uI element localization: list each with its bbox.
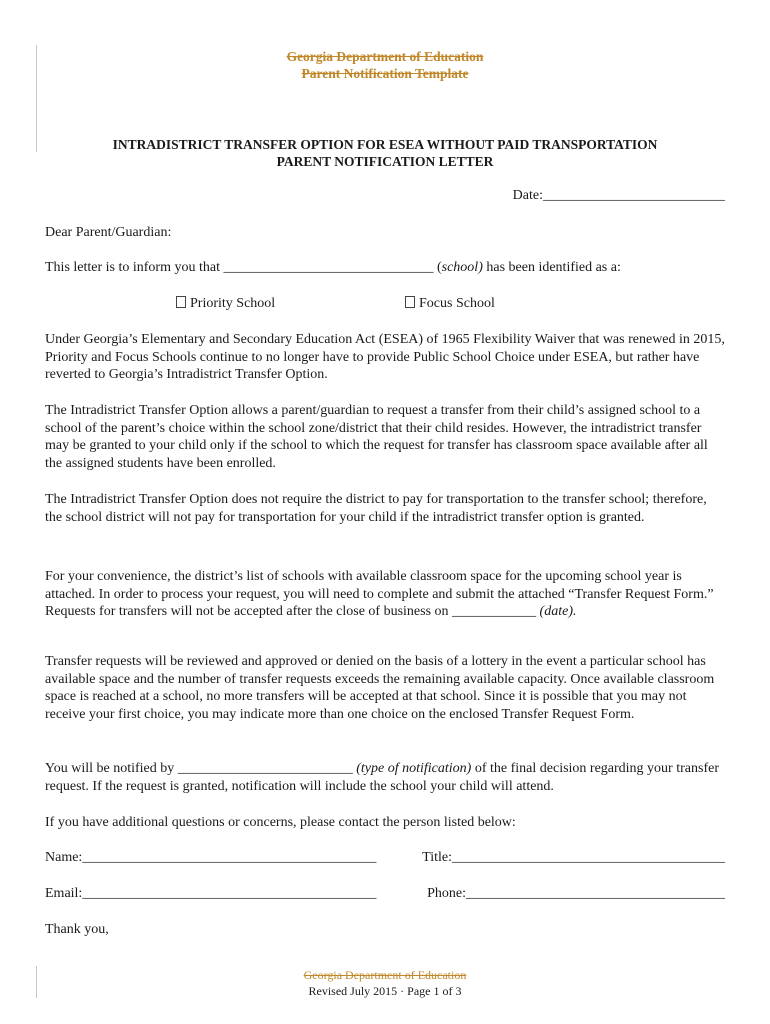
intro-tail: has been identified as a: [482,260,621,275]
closing: Thank you, [45,922,109,937]
date-field: Date:__________________________ [512,188,725,203]
notification-text: You will be notified by _________________________ [45,761,357,776]
name-field: Name:__________________________________________ [45,850,377,865]
paragraph-transportation: The Intradistrict Transfer Option does not require the district to pay for transportation to the transfer school; therefore, the school district will not pay for transportation for your child if the intradistrict transfer option is granted. [45,492,707,525]
email-field: Email:__________________________________________ [45,886,377,901]
footer-revision: Revised July 2015 · Page 1 of 3 [308,984,462,998]
salutation: Dear Parent/Guardian: [45,225,172,240]
option-focus-label: Focus School [419,296,495,311]
paragraph-transfer-option: The Intradistrict Transfer Option allows a parent/guardian to request a transfer from their child’s assigned school to a school of the parent’s choice within the school zone/district that their child resides. However, the intradistrict transfer may be granted to your child only if the school to which the request for transfer has classroom space available after all the assigned students have been enrolled. [45,403,708,471]
header-template-name: Parent Notification Template [301,66,469,81]
footer-org: Georgia Department of Education [303,968,467,982]
notification-type-placeholder: (type of notification) [356,761,472,776]
title-line-2: PARENT NOTIFICATION LETTER [276,154,494,169]
paragraph-request-form [45,568,727,621]
intro-text: This letter is to inform you that ______________________________ ( [45,260,442,275]
document-header [0,48,770,82]
checkbox-icon [405,296,415,308]
phone-field: Phone:_____________________________________ [427,886,725,901]
school-placeholder: school) [441,260,483,275]
letter-title [0,136,770,170]
contact-row-1 [45,849,725,867]
paragraph-contact: If you have additional questions or concerns, please contact the person listed below: [45,815,516,830]
title-field: Title:_______________________________________ [422,850,725,865]
option-priority-label: Priority School [190,296,276,311]
option-focus-school [405,295,495,313]
title-line-1: INTRADISTRICT TRANSFER OPTION FOR ESEA WITHOUT PAID TRANSPORTATION [112,137,658,152]
date-placeholder: (date). [539,604,577,620]
contact-row-2 [45,885,725,903]
paragraph-notification [45,760,727,795]
notification-tail: of the final decision regarding your transfer request. If the request is granted, notification will include the school your child will attend. [45,761,719,794]
paragraph-esea-waiver: Under Georgia’s Elementary and Secondary Education Act (ESEA) of 1965 Flexibility Waiver that was renewed in 2015, Priority and Focus Schools continue to no longer have to provide Public School Choice under ESEA, but rather have reverted to Georgia’s Intradistrict Transfer Option. [45,332,725,383]
intro-sentence [45,259,727,277]
checkbox-icon [176,296,186,308]
option-priority-school [176,295,275,313]
header-org: Georgia Department of Education [286,49,484,64]
paragraph-lottery: Transfer requests will be reviewed and approved or denied on the basis of a lottery in the event a particular school has available space and the number of transfer requests exceeds the remaining available capacity. Once available classroom space is reached at a school, no more transfers will be accepted at that school. Since it is possible that you may not receive your first choice, you may indicate more than one choice on the enclosed Transfer Request Form. [45,654,715,722]
request-form-text: For your convenience, the district’s list of schools with available classroom space for the upcoming school year is attached. In order to process your request, you will need to complete and submit the attached “Transfer Request Form.” Requests for transfers will not be accepted after the close of business on ____________ [45,569,714,620]
